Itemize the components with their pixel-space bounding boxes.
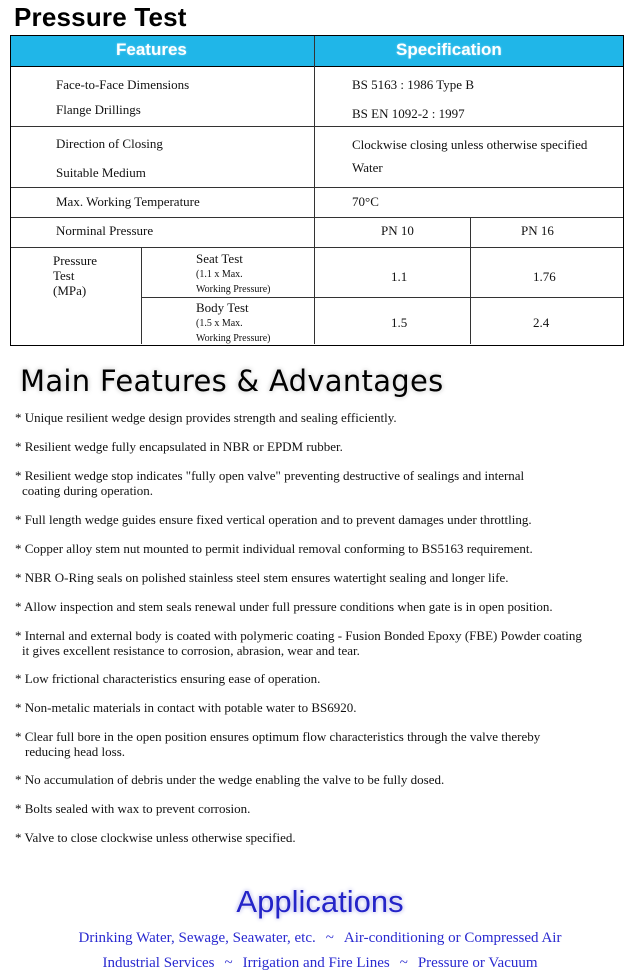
seat-test-note: Working Pressure) [196, 284, 271, 295]
list-item: * Copper alloy stem nut mounted to permit individual removal conforming to BS5163 requirement. [15, 541, 533, 556]
seat-pn16-value: 1.76 [533, 269, 556, 284]
seat-test-note: (1.1 x Max. [196, 269, 243, 280]
application-item: Industrial Services [102, 955, 215, 971]
list-item: * Resilient wedge stop indicates "fully open valve" preventing destructive of sealings and internal coating during operation. [15, 468, 525, 498]
body-pn10-value: 1.5 [391, 315, 408, 330]
applications-line-1 [0, 930, 640, 947]
seat-test-name: Seat Test [196, 251, 243, 266]
page-title: Pressure Test [14, 2, 187, 32]
application-item: Pressure or Vacuum [417, 955, 538, 971]
list-item: * Allow inspection and stem seals renewal under full pressure conditions when gate is in open position. [15, 599, 553, 614]
header-specification: Specification [396, 40, 502, 59]
row-label: Direction of Closing [56, 136, 163, 151]
row-line [11, 187, 623, 188]
row-label: Max. Working Temperature [56, 194, 200, 209]
header-features: Features [116, 40, 187, 59]
main-features-heading: Main Features & Advantages [20, 364, 444, 398]
row-label: Face-to-Face Dimensions [56, 77, 190, 92]
specification-table [10, 35, 624, 346]
row-line [11, 247, 623, 248]
application-item: Air-conditioning or Compressed Air [343, 930, 562, 946]
row-label: Flange Drillings [56, 102, 141, 117]
pn-divider [470, 217, 471, 344]
pn10-label: PN 10 [381, 223, 414, 238]
list-item: * Low frictional characteristics ensuring ease of operation. [15, 671, 321, 686]
seat-test-label [196, 251, 270, 297]
row-line [11, 126, 623, 127]
list-item: * Valve to close clockwise unless otherwise specified. [15, 830, 296, 845]
body-test-note: Working Pressure) [196, 333, 271, 344]
pressure-test-line: Test [53, 268, 75, 283]
pressure-test-label [53, 253, 97, 298]
row-value: BS 5163 : 1986 Type B [352, 77, 475, 92]
row-label: Suitable Medium [56, 165, 146, 180]
row-value: BS EN 1092-2 : 1997 [352, 106, 465, 121]
list-item: * Internal and external body is coated with polymeric coating - Fusion Bonded Epoxy (FBE) Powder coating it gives excellent resistance to corrosion, abrasion, wear and tear. [15, 628, 582, 658]
pn16-label: PN 16 [521, 223, 554, 238]
row-value: 70°C [352, 194, 379, 209]
applications-line-2 [0, 955, 640, 972]
list-item: * Non-metalic materials in contact with potable water to BS6920. [15, 700, 357, 715]
body-pn16-value: 2.4 [533, 315, 550, 330]
list-item: * Unique resilient wedge design provides strength and sealing efficiently. [15, 410, 397, 425]
pressure-test-line: (MPa) [53, 283, 87, 298]
row-line [141, 297, 623, 298]
application-item: Irrigation and Fire Lines [242, 955, 390, 971]
nominal-pressure-label: Norminal Pressure [56, 223, 154, 238]
body-test-name: Body Test [196, 300, 249, 315]
body-test-label [196, 300, 270, 346]
list-item: * Resilient wedge fully encapsulated in NBR or EPDM rubber. [15, 439, 343, 454]
list-item: * Bolts sealed with wax to prevent corrosion. [15, 801, 251, 816]
separator: ~ [325, 930, 334, 946]
list-item: * No accumulation of debris under the wedge enabling the valve to be fully dosed. [15, 772, 445, 787]
separator: ~ [399, 955, 408, 971]
row-value: Water [352, 160, 383, 175]
row-value: Clockwise closing unless otherwise specified [352, 137, 588, 152]
seat-pn10-value: 1.1 [391, 269, 408, 284]
applications-heading: Applications [236, 884, 404, 919]
body-test-note: (1.5 x Max. [196, 318, 243, 329]
list-item: * NBR O-Ring seals on polished stainless steel stem ensures watertight sealing and longer life. [15, 570, 509, 585]
application-item: Drinking Water, Sewage, Seawater, etc. [78, 930, 316, 946]
pressure-test-line: Pressure [53, 253, 98, 268]
list-item: * Full length wedge guides ensure fixed vertical operation and to prevent damages under throttling. [15, 512, 532, 527]
separator: ~ [224, 955, 233, 971]
row-line [11, 217, 623, 218]
subtest-divider [141, 247, 142, 344]
list-item: * Clear full bore in the open position ensures optimum flow characteristics through the valve thereby reducing head loss. [15, 729, 541, 759]
table-header [11, 36, 623, 67]
